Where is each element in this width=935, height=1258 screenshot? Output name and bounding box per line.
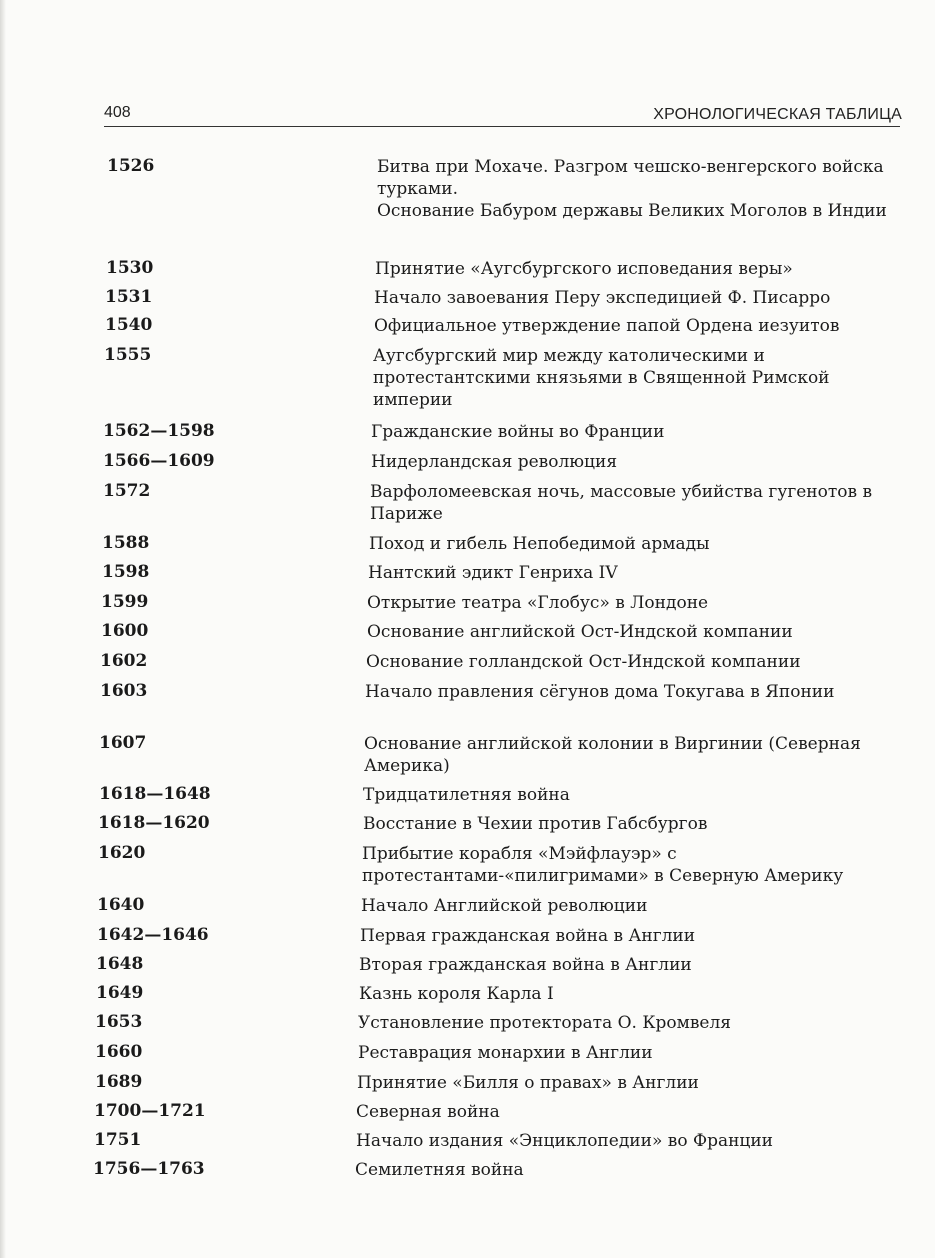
- event-cell: [371, 451, 901, 473]
- year-cell: 1700—1721: [94, 1101, 206, 1121]
- event-text: Принятие «Билля о правах» в Англии: [357, 1073, 699, 1093]
- event-text: Начало правления сёгунов дома Токугава в Японии: [365, 682, 835, 702]
- event-cell: [369, 533, 899, 555]
- event-text: Открытие театра «Глобус» в Лондоне: [367, 593, 709, 613]
- header-rule: [104, 126, 900, 127]
- event-cell: [362, 843, 892, 887]
- event-text: Основание Бабуром державы Великих Моголов в Индии: [377, 201, 887, 221]
- event-cell: [377, 156, 907, 222]
- event-text: Северная война: [356, 1102, 500, 1122]
- year-cell: 1649: [96, 983, 144, 1003]
- year-cell: 1599: [101, 592, 149, 612]
- year-cell: 1566—1609: [103, 451, 215, 471]
- year-cell: 1530: [106, 258, 154, 278]
- year-cell: 1540: [105, 315, 153, 335]
- event-cell: [371, 421, 901, 443]
- event-text: Реставрация монархии в Англии: [358, 1043, 653, 1063]
- event-cell: [374, 287, 904, 309]
- year-cell: 1648: [96, 954, 144, 974]
- event-text: Начало издания «Энциклопедии» во Франции: [356, 1131, 774, 1151]
- year-cell: 1756—1763: [93, 1159, 205, 1179]
- event-text: Гражданские войны во Франции: [371, 422, 665, 442]
- event-cell: [374, 315, 904, 337]
- event-cell: [367, 592, 897, 614]
- event-text: Вторая гражданская война в Англии: [359, 955, 692, 975]
- event-text: Начало Английской революции: [361, 896, 648, 916]
- year-cell: 1620: [98, 843, 146, 863]
- year-cell: 1526: [107, 156, 155, 176]
- event-cell: [358, 1042, 888, 1064]
- event-cell: [357, 1072, 887, 1094]
- event-cell: [364, 733, 894, 777]
- event-text: Официальное утверждение папой Ордена иезуитов: [374, 316, 840, 336]
- running-title: ХРОНОЛОГИЧЕСКАЯ ТАБЛИЦА: [653, 106, 902, 123]
- event-text: Тридцатилетняя война: [363, 785, 570, 805]
- event-cell: [367, 621, 897, 643]
- page-number: 408: [104, 104, 131, 121]
- event-text: Первая гражданская война в Англии: [360, 926, 696, 946]
- year-cell: 1653: [95, 1012, 143, 1032]
- event-text: Нантский эдикт Генриха IV: [368, 563, 618, 583]
- year-cell: 1660: [95, 1042, 143, 1062]
- event-cell: [360, 925, 890, 947]
- year-cell: 1562—1598: [103, 421, 215, 441]
- event-cell: [356, 1101, 886, 1123]
- year-cell: 1618—1648: [99, 784, 211, 804]
- page-binding-edge: [0, 0, 6, 1258]
- event-text: Основание английской Ост-Индской компании: [367, 622, 793, 642]
- year-cell: 1600: [101, 621, 149, 641]
- event-cell: [370, 481, 900, 525]
- year-cell: 1572: [103, 481, 151, 501]
- event-cell: [355, 1159, 885, 1181]
- event-cell: [373, 345, 903, 411]
- page-header: [104, 104, 902, 126]
- event-text: Принятие «Аугсбургского исповедания веры»: [375, 259, 793, 279]
- event-text: Восстание в Чехии против Габсбургов: [363, 814, 708, 834]
- event-text: Варфоломеевская ночь, массовые убийства гугенотов в Париже: [370, 482, 873, 524]
- event-text: Поход и гибель Непобедимой армады: [369, 534, 710, 554]
- year-cell: 1689: [95, 1072, 143, 1092]
- event-cell: [366, 651, 896, 673]
- event-cell: [361, 895, 891, 917]
- year-cell: 1598: [102, 562, 150, 582]
- event-cell: [363, 813, 893, 835]
- event-cell: [365, 681, 895, 703]
- year-cell: 1607: [99, 733, 147, 753]
- event-text: Основание английской колонии в Виргинии (Северная Америка): [364, 734, 861, 776]
- event-cell: [358, 1012, 888, 1034]
- event-text: Начало завоевания Перу экспедицией Ф. Писарро: [374, 288, 831, 308]
- event-text: Установление протектората О. Кромвеля: [358, 1013, 732, 1033]
- year-cell: 1640: [97, 895, 145, 915]
- year-cell: 1603: [100, 681, 148, 701]
- event-text: Семилетняя война: [355, 1160, 524, 1180]
- event-text: Основание голландской Ост-Индской компании: [366, 652, 801, 672]
- event-cell: [359, 983, 889, 1005]
- event-cell: [363, 784, 893, 806]
- event-text: Нидерландская революция: [371, 452, 618, 472]
- event-cell: [368, 562, 898, 584]
- event-text: Аугсбургский мир между католическими и протестантскими князьями в Священной Римской империи: [373, 346, 830, 410]
- year-cell: 1588: [102, 533, 150, 553]
- event-text: Битва при Мохаче. Разгром чешско-венгерского войска турками.: [377, 157, 884, 199]
- year-cell: 1618—1620: [98, 813, 210, 833]
- event-cell: [356, 1130, 886, 1152]
- year-cell: 1642—1646: [97, 925, 209, 945]
- event-cell: [375, 258, 905, 280]
- event-cell: [359, 954, 889, 976]
- year-cell: 1531: [105, 287, 153, 307]
- year-cell: 1555: [104, 345, 152, 365]
- year-cell: 1602: [100, 651, 148, 671]
- year-cell: 1751: [94, 1130, 142, 1150]
- event-text: Казнь короля Карла I: [359, 984, 554, 1004]
- event-text: Прибытие корабля «Мэйфлауэр» с протестантами-«пилигримами» в Северную Америку: [362, 844, 844, 886]
